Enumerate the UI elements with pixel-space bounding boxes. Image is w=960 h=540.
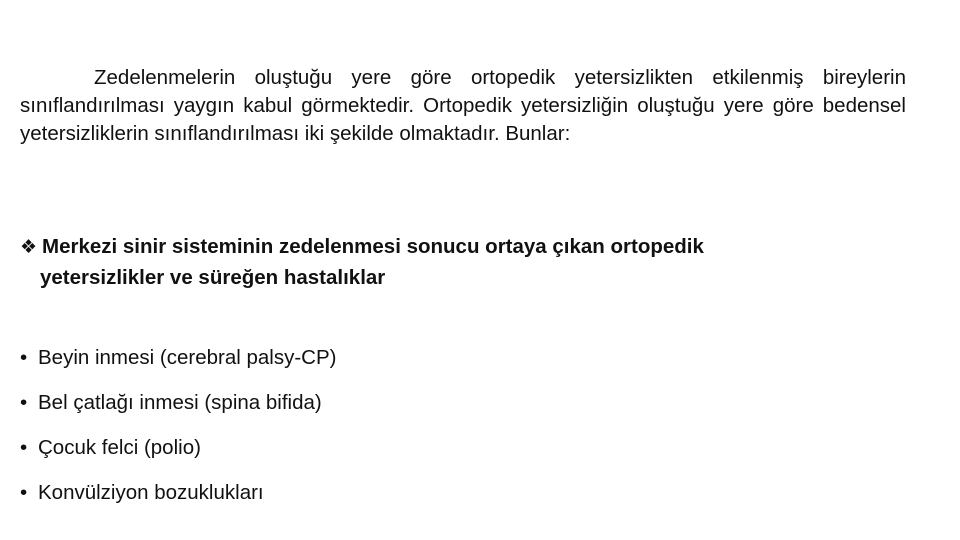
list-item-text: Çocuk felci (polio)	[38, 436, 201, 459]
bullet-list	[20, 343, 336, 523]
list-item-text: Beyin inmesi (cerebral palsy-CP)	[38, 346, 337, 369]
section-heading-line2: yetersizlikler ve süreğen hastalıklar	[40, 266, 386, 289]
list-item	[20, 343, 336, 388]
list-item	[20, 478, 336, 523]
bullet-icon: •	[20, 436, 28, 459]
section-heading	[20, 232, 920, 293]
bullet-icon: •	[20, 391, 28, 414]
diamond-bullet-icon: ❖	[20, 237, 38, 258]
bullet-icon: •	[20, 346, 28, 369]
list-item-text: Bel çatlağı inmesi (spina bifida)	[38, 391, 322, 414]
section-heading-line1: Merkezi sinir sisteminin zedelenmesi sonucu ortaya çıkan ortopedik	[42, 235, 704, 258]
list-item	[20, 388, 336, 433]
bullet-icon: •	[20, 481, 28, 504]
list-item	[20, 433, 336, 478]
list-item-text: Konvülziyon bozuklukları	[38, 481, 264, 504]
intro-paragraph: Zedelenmelerin oluştuğu yere göre ortopedik yetersizlikten etkilenmiş bireylerin sınıflandırılması yaygın kabul görmektedir. Ortopedik yetersizliğin oluştuğu yere göre bedensel yetersizliklerin sınıflandırılması iki şekilde olmaktadır. Bunlar:	[20, 66, 906, 145]
